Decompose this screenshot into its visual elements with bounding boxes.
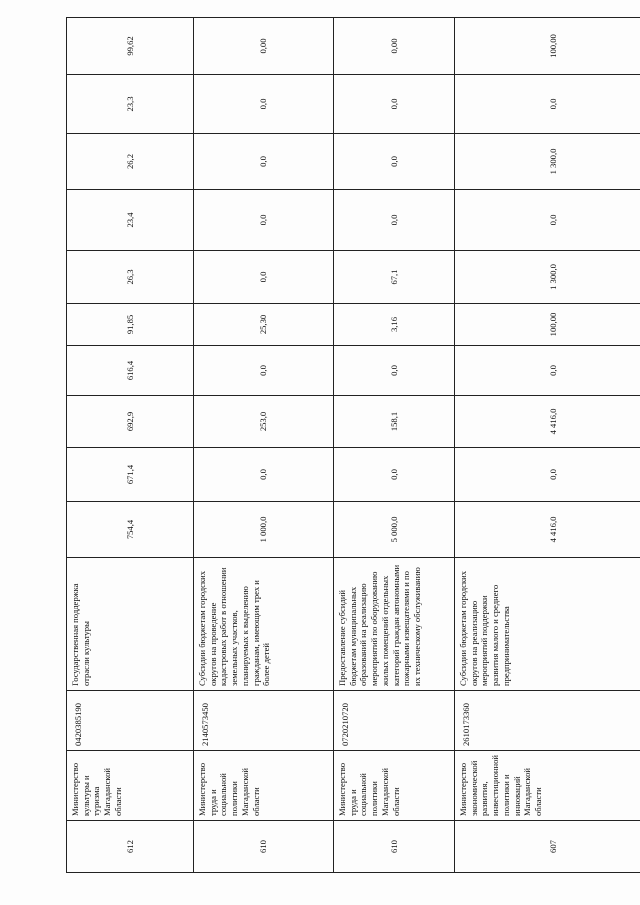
row-value: 0,0 xyxy=(194,134,334,190)
row-value: 4 416,0 xyxy=(455,396,640,448)
budget-table xyxy=(66,17,640,873)
row-value: 0,0 xyxy=(455,346,640,396)
row-value: 1 300,0 xyxy=(455,134,640,190)
row-value: 23,4 xyxy=(67,190,194,251)
row-value: 3,16 xyxy=(334,304,455,346)
row-value: 692,9 xyxy=(67,396,194,448)
row-value: 0,00 xyxy=(334,18,455,75)
row-ministry: Министерство культуры и туризма Магаданской области xyxy=(67,751,194,821)
row-value: 671,4 xyxy=(67,448,194,502)
row-value: 25,30 xyxy=(194,304,334,346)
row-purpose: Предоставление субсидий бюджетам муниципальных образований на реализацию мероприятий по оборудованию жилых помещений отдельных категорий граждан автономными пожарными извещателями и по их техническому обслуживанию xyxy=(334,558,455,691)
row-purpose: Государственная поддержка отрасли культуры xyxy=(67,558,194,691)
table-row xyxy=(334,18,455,873)
row-value: 0,0 xyxy=(194,448,334,502)
row-value: 23,3 xyxy=(67,75,194,134)
row-value: 0,0 xyxy=(194,75,334,134)
row-value: 26,2 xyxy=(67,134,194,190)
row-value: 0,0 xyxy=(194,251,334,304)
table-row xyxy=(194,18,334,873)
row-code: 612 xyxy=(67,821,194,873)
row-value: 0,00 xyxy=(194,18,334,75)
row-ministry: Министерство труда и социальной политики Магаданской области xyxy=(194,751,334,821)
row-code: 610 xyxy=(194,821,334,873)
row-value: 0,0 xyxy=(334,346,455,396)
row-value: 4 416,0 xyxy=(455,502,640,558)
row-value: 91,85 xyxy=(67,304,194,346)
row-value: 0,0 xyxy=(455,75,640,134)
row-value: 100,00 xyxy=(455,304,640,346)
row-value: 0,0 xyxy=(194,190,334,251)
row-value: 0,0 xyxy=(194,346,334,396)
row-value: 5 000,0 xyxy=(334,502,455,558)
row-value: 0,0 xyxy=(334,448,455,502)
row-value: 0,0 xyxy=(334,134,455,190)
row-value: 754,4 xyxy=(67,502,194,558)
row-value: 0,0 xyxy=(455,448,640,502)
row-value: 0,0 xyxy=(455,190,640,251)
row-value: 67,1 xyxy=(334,251,455,304)
row-value: 99,62 xyxy=(67,18,194,75)
row-value: 616,4 xyxy=(67,346,194,396)
row-kbk: 0420385190 xyxy=(67,691,194,751)
row-value: 100,00 xyxy=(455,18,640,75)
row-ministry: Министерство экономической развития, инвестиционной политики и инноваций Магаданской области xyxy=(455,751,640,821)
table-row xyxy=(455,18,640,873)
row-value: 1 300,0 xyxy=(455,251,640,304)
row-value: 253,0 xyxy=(194,396,334,448)
row-value: 0,0 xyxy=(334,75,455,134)
row-purpose: Субсидии бюджетам городских округов на проведение кадастровых работ в отношении земельных участков, планируемых к выделению гражданам, имеющим трех и более детей xyxy=(194,558,334,691)
row-value: 158,1 xyxy=(334,396,455,448)
row-value: 0,0 xyxy=(334,190,455,251)
row-purpose: Субсидии бюджетам городских округов на реализацию мероприятий поддержки развития малого и среднего предпринимательства xyxy=(455,558,640,691)
row-kbk: 2610173360 xyxy=(455,691,640,751)
row-code: 610 xyxy=(334,821,455,873)
table-row xyxy=(67,18,194,873)
rotated-table-wrapper xyxy=(66,34,612,873)
row-ministry: Министерство труда и социальной политики Магаданской области xyxy=(334,751,455,821)
row-kbk: 2140573450 xyxy=(194,691,334,751)
row-kbk: 0720210720 xyxy=(334,691,455,751)
row-value: 1 000,0 xyxy=(194,502,334,558)
row-value: 26,3 xyxy=(67,251,194,304)
row-code: 607 xyxy=(455,821,640,873)
